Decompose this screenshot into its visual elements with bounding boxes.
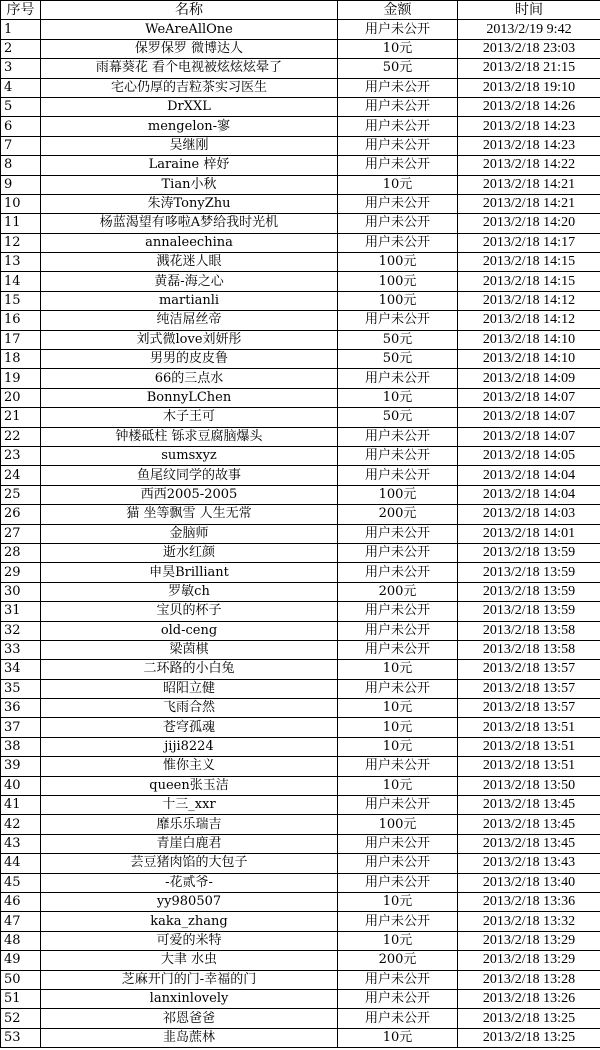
- table-row: [1, 737, 600, 756]
- cell-time[interactable]: 2013/2/18 13:25: [458, 1009, 600, 1028]
- table-row: [1, 970, 600, 989]
- cell-name[interactable]: 梁茵棋: [41, 640, 338, 659]
- cell-name[interactable]: 西西2005-2005: [41, 485, 338, 504]
- table-row: [1, 20, 600, 39]
- table-row: [1, 388, 600, 407]
- cell-amount[interactable]: 10元: [338, 388, 458, 407]
- cell-amount[interactable]: 用户未公开: [338, 194, 458, 213]
- cell-index[interactable]: 40: [1, 776, 41, 795]
- cell-time[interactable]: 2013/2/18 14:26: [458, 97, 600, 116]
- cell-index[interactable]: 33: [1, 640, 41, 659]
- cell-name[interactable]: 芝麻开门的门-幸福的门: [41, 970, 338, 989]
- table-row: [1, 679, 600, 698]
- cell-time[interactable]: 2013/2/18 19:10: [458, 78, 600, 97]
- cell-time[interactable]: 2013/2/18 13:45: [458, 796, 600, 815]
- table-row: [1, 233, 600, 252]
- cell-amount[interactable]: 用户未公开: [338, 524, 458, 543]
- cell-amount[interactable]: 用户未公开: [338, 543, 458, 562]
- cell-name[interactable]: kaka_zhang: [41, 912, 338, 931]
- cell-time[interactable]: 2013/2/18 13:28: [458, 970, 600, 989]
- cell-amount[interactable]: 50元: [338, 330, 458, 349]
- cell-amount[interactable]: 用户未公开: [338, 117, 458, 136]
- cell-amount[interactable]: 10元: [338, 776, 458, 795]
- cell-name[interactable]: Laraine 梓妤: [41, 156, 338, 175]
- cell-index[interactable]: 16: [1, 311, 41, 330]
- cell-index[interactable]: 27: [1, 524, 41, 543]
- cell-name[interactable]: old-ceng: [41, 621, 338, 640]
- cell-name[interactable]: 溅花迷人眼: [41, 253, 338, 272]
- header-time[interactable]: 时间: [458, 1, 600, 20]
- table-row: [1, 602, 600, 621]
- cell-time[interactable]: 2013/2/18 13:32: [458, 912, 600, 931]
- cell-time[interactable]: 2013/2/18 13:29: [458, 951, 600, 970]
- table-row: [1, 892, 600, 911]
- cell-index[interactable]: 53: [1, 1028, 41, 1047]
- cell-amount[interactable]: 用户未公开: [338, 834, 458, 853]
- cell-time[interactable]: 2013/2/18 13:57: [458, 679, 600, 698]
- cell-name[interactable]: 二环路的小白兔: [41, 660, 338, 679]
- table-row: [1, 699, 600, 718]
- cell-amount[interactable]: 用户未公开: [338, 563, 458, 582]
- table-row: [1, 117, 600, 136]
- cell-index[interactable]: 32: [1, 621, 41, 640]
- cell-index[interactable]: 36: [1, 699, 41, 718]
- table-row: [1, 543, 600, 562]
- cell-name[interactable]: sumsxyz: [41, 446, 338, 465]
- cell-name[interactable]: jiji8224: [41, 737, 338, 756]
- cell-index[interactable]: 42: [1, 815, 41, 834]
- cell-index[interactable]: 18: [1, 350, 41, 369]
- cell-time[interactable]: 2013/2/18 14:23: [458, 117, 600, 136]
- cell-name[interactable]: 苍穹孤魂: [41, 718, 338, 737]
- cell-name[interactable]: 申昊Brilliant: [41, 563, 338, 582]
- cell-name[interactable]: annaleechina: [41, 233, 338, 252]
- cell-time[interactable]: 2013/2/18 14:07: [458, 388, 600, 407]
- cell-amount[interactable]: 10元: [338, 1028, 458, 1047]
- cell-time[interactable]: 2013/2/18 23:03: [458, 39, 600, 58]
- cell-amount[interactable]: 用户未公开: [338, 156, 458, 175]
- table-row: [1, 369, 600, 388]
- cell-time[interactable]: 2013/2/18 14:12: [458, 311, 600, 330]
- cell-time[interactable]: 2013/2/18 14:10: [458, 330, 600, 349]
- cell-index[interactable]: 6: [1, 117, 41, 136]
- cell-time[interactable]: 2013/2/18 13:40: [458, 873, 600, 892]
- header-name[interactable]: 名称: [41, 1, 338, 20]
- cell-name[interactable]: martianli: [41, 291, 338, 310]
- cell-index[interactable]: 10: [1, 194, 41, 213]
- cell-index[interactable]: 8: [1, 156, 41, 175]
- cell-name[interactable]: 朱涛TonyZhu: [41, 194, 338, 213]
- table-row: [1, 408, 600, 427]
- cell-time[interactable]: 2013/2/18 13:51: [458, 757, 600, 776]
- cell-amount[interactable]: 用户未公开: [338, 796, 458, 815]
- cell-index[interactable]: 2: [1, 39, 41, 58]
- cell-time[interactable]: 2013/2/18 14:05: [458, 446, 600, 465]
- cell-index[interactable]: 14: [1, 272, 41, 291]
- cell-amount[interactable]: 用户未公开: [338, 466, 458, 485]
- table-row: [1, 156, 600, 175]
- cell-amount[interactable]: 用户未公开: [338, 78, 458, 97]
- cell-time[interactable]: 2013/2/18 13:58: [458, 621, 600, 640]
- cell-name[interactable]: 鱼尾纹同学的故事: [41, 466, 338, 485]
- table-row: [1, 485, 600, 504]
- cell-time[interactable]: 2013/2/18 13:59: [458, 582, 600, 601]
- cell-time[interactable]: 2013/2/18 13:29: [458, 931, 600, 950]
- cell-name[interactable]: -花贰爷-: [41, 873, 338, 892]
- cell-name[interactable]: 钟楼砥柱 铄求豆腐脑爆头: [41, 427, 338, 446]
- cell-index[interactable]: 1: [1, 20, 41, 39]
- cell-index[interactable]: 24: [1, 466, 41, 485]
- cell-amount[interactable]: 用户未公开: [338, 427, 458, 446]
- table-row: [1, 854, 600, 873]
- table-row: [1, 330, 600, 349]
- cell-index[interactable]: 38: [1, 737, 41, 756]
- table-row: [1, 582, 600, 601]
- cell-name[interactable]: 昭阳立健: [41, 679, 338, 698]
- table-row: [1, 834, 600, 853]
- cell-time[interactable]: 2013/2/18 13:25: [458, 1028, 600, 1047]
- cell-name[interactable]: 吴继刚: [41, 136, 338, 155]
- table-row: [1, 175, 600, 194]
- table-row: [1, 291, 600, 310]
- cell-amount[interactable]: 10元: [338, 737, 458, 756]
- header-row: [1, 1, 600, 20]
- table-row: [1, 660, 600, 679]
- cell-amount[interactable]: 用户未公开: [338, 989, 458, 1008]
- cell-time[interactable]: 2013/2/18 13:59: [458, 543, 600, 562]
- cell-index[interactable]: 9: [1, 175, 41, 194]
- header-index[interactable]: 序号: [1, 1, 41, 20]
- cell-index[interactable]: 7: [1, 136, 41, 155]
- cell-index[interactable]: 50: [1, 970, 41, 989]
- cell-name[interactable]: 大聿 水虫: [41, 951, 338, 970]
- cell-time[interactable]: 2013/2/18 14:20: [458, 214, 600, 233]
- cell-index[interactable]: 23: [1, 446, 41, 465]
- cell-index[interactable]: 20: [1, 388, 41, 407]
- cell-index[interactable]: 51: [1, 989, 41, 1008]
- cell-index[interactable]: 15: [1, 291, 41, 310]
- cell-time[interactable]: 2013/2/18 13:57: [458, 660, 600, 679]
- cell-amount[interactable]: 用户未公开: [338, 97, 458, 116]
- table-row: [1, 931, 600, 950]
- cell-amount[interactable]: 10元: [338, 175, 458, 194]
- cell-amount[interactable]: 用户未公开: [338, 602, 458, 621]
- cell-amount[interactable]: 200元: [338, 582, 458, 601]
- cell-name[interactable]: 逝水红颜: [41, 543, 338, 562]
- table-row: [1, 951, 600, 970]
- cell-name[interactable]: 青崖白鹿君: [41, 834, 338, 853]
- cell-index[interactable]: 28: [1, 543, 41, 562]
- cell-amount[interactable]: 用户未公开: [338, 136, 458, 155]
- cell-amount[interactable]: 50元: [338, 408, 458, 427]
- cell-index[interactable]: 39: [1, 757, 41, 776]
- table-row: [1, 640, 600, 659]
- cell-index[interactable]: 12: [1, 233, 41, 252]
- cell-index[interactable]: 46: [1, 892, 41, 911]
- cell-index[interactable]: 52: [1, 1009, 41, 1028]
- cell-time[interactable]: 2013/2/18 14:12: [458, 291, 600, 310]
- cell-amount[interactable]: 100元: [338, 485, 458, 504]
- table-row: [1, 427, 600, 446]
- cell-time[interactable]: 2013/2/18 14:10: [458, 350, 600, 369]
- cell-index[interactable]: 35: [1, 679, 41, 698]
- cell-name[interactable]: 保罗保罗 微博达人: [41, 39, 338, 58]
- cell-index[interactable]: 43: [1, 834, 41, 853]
- cell-time[interactable]: 2013/2/18 13:59: [458, 602, 600, 621]
- cell-amount[interactable]: 用户未公开: [338, 1009, 458, 1028]
- cell-index[interactable]: 30: [1, 582, 41, 601]
- cell-name[interactable]: 雨幕葵花 看个电视被炫炫炫晕了: [41, 59, 338, 78]
- table-row: [1, 796, 600, 815]
- table-row: [1, 873, 600, 892]
- cell-index[interactable]: 29: [1, 563, 41, 582]
- cell-amount[interactable]: 用户未公开: [338, 621, 458, 640]
- table-row: [1, 59, 600, 78]
- cell-index[interactable]: 44: [1, 854, 41, 873]
- table-row: [1, 989, 600, 1008]
- cell-amount[interactable]: 100元: [338, 272, 458, 291]
- cell-time[interactable]: 2013/2/18 14:23: [458, 136, 600, 155]
- cell-time[interactable]: 2013/2/18 14:03: [458, 505, 600, 524]
- cell-index[interactable]: 3: [1, 59, 41, 78]
- cell-time[interactable]: 2013/2/18 14:04: [458, 485, 600, 504]
- cell-name[interactable]: yy980507: [41, 892, 338, 911]
- cell-amount[interactable]: 100元: [338, 815, 458, 834]
- cell-index[interactable]: 11: [1, 214, 41, 233]
- cell-name[interactable]: DrXXL: [41, 97, 338, 116]
- cell-amount[interactable]: 用户未公开: [338, 757, 458, 776]
- cell-name[interactable]: 猫 坐等飘雪 人生无常: [41, 505, 338, 524]
- cell-amount[interactable]: 10元: [338, 39, 458, 58]
- cell-amount[interactable]: 用户未公开: [338, 20, 458, 39]
- cell-name[interactable]: 黄磊-海之心: [41, 272, 338, 291]
- table-row: [1, 1009, 600, 1028]
- cell-time[interactable]: 2013/2/18 13:58: [458, 640, 600, 659]
- cell-time[interactable]: 2013/2/18 13:57: [458, 699, 600, 718]
- table-row: [1, 311, 600, 330]
- cell-name[interactable]: BonnyLChen: [41, 388, 338, 407]
- cell-time[interactable]: 2013/2/18 14:15: [458, 272, 600, 291]
- cell-index[interactable]: 17: [1, 330, 41, 349]
- table-row: [1, 718, 600, 737]
- header-amount[interactable]: 金额: [338, 1, 458, 20]
- cell-name[interactable]: 韭岛蔗林: [41, 1028, 338, 1047]
- cell-index[interactable]: 26: [1, 505, 41, 524]
- cell-amount[interactable]: 用户未公开: [338, 912, 458, 931]
- cell-index[interactable]: 22: [1, 427, 41, 446]
- cell-amount[interactable]: 10元: [338, 699, 458, 718]
- cell-name[interactable]: 可爱的米特: [41, 931, 338, 950]
- cell-time[interactable]: 2013/2/18 14:22: [458, 156, 600, 175]
- cell-time[interactable]: 2013/2/18 13:51: [458, 737, 600, 756]
- cell-amount[interactable]: 用户未公开: [338, 311, 458, 330]
- table-row: [1, 350, 600, 369]
- table-row: [1, 563, 600, 582]
- cell-amount[interactable]: 用户未公开: [338, 369, 458, 388]
- cell-index[interactable]: 45: [1, 873, 41, 892]
- cell-name[interactable]: 男男的皮皮鲁: [41, 350, 338, 369]
- cell-amount[interactable]: 200元: [338, 951, 458, 970]
- cell-name[interactable]: 刘式微love刘妍彤: [41, 330, 338, 349]
- cell-time[interactable]: 2013/2/18 13:59: [458, 563, 600, 582]
- cell-index[interactable]: 4: [1, 78, 41, 97]
- cell-time[interactable]: 2013/2/18 13:43: [458, 854, 600, 873]
- table-row: [1, 1028, 600, 1047]
- cell-name[interactable]: 惟你主义: [41, 757, 338, 776]
- cell-name[interactable]: mengelon-寥: [41, 117, 338, 136]
- cell-amount[interactable]: 100元: [338, 291, 458, 310]
- cell-index[interactable]: 13: [1, 253, 41, 272]
- cell-name[interactable]: 宝贝的杯子: [41, 602, 338, 621]
- table-row: [1, 466, 600, 485]
- cell-amount[interactable]: 100元: [338, 253, 458, 272]
- cell-index[interactable]: 41: [1, 796, 41, 815]
- table-row: [1, 621, 600, 640]
- cell-index[interactable]: 49: [1, 951, 41, 970]
- cell-amount[interactable]: 10元: [338, 718, 458, 737]
- cell-index[interactable]: 19: [1, 369, 41, 388]
- cell-name[interactable]: lanxinlovely: [41, 989, 338, 1008]
- cell-time[interactable]: 2013/2/18 13:51: [458, 718, 600, 737]
- cell-name[interactable]: 飞雨合然: [41, 699, 338, 718]
- cell-time[interactable]: 2013/2/18 14:17: [458, 233, 600, 252]
- cell-time[interactable]: 2013/2/18 14:07: [458, 408, 600, 427]
- table-row: [1, 776, 600, 795]
- table-row: [1, 194, 600, 213]
- cell-amount[interactable]: 用户未公开: [338, 854, 458, 873]
- cell-time[interactable]: 2013/2/18 13:45: [458, 815, 600, 834]
- cell-time[interactable]: 2013/2/18 13:36: [458, 892, 600, 911]
- cell-amount[interactable]: 10元: [338, 892, 458, 911]
- cell-index[interactable]: 25: [1, 485, 41, 504]
- cell-amount[interactable]: 10元: [338, 660, 458, 679]
- table-row: [1, 214, 600, 233]
- cell-amount[interactable]: 50元: [338, 59, 458, 78]
- cell-index[interactable]: 37: [1, 718, 41, 737]
- cell-time[interactable]: 2013/2/18 14:21: [458, 194, 600, 213]
- cell-time[interactable]: 2013/2/18 13:45: [458, 834, 600, 853]
- cell-time[interactable]: 2013/2/18 14:15: [458, 253, 600, 272]
- cell-index[interactable]: 21: [1, 408, 41, 427]
- cell-index[interactable]: 31: [1, 602, 41, 621]
- cell-name[interactable]: 十三_xxr: [41, 796, 338, 815]
- cell-name[interactable]: 靡乐乐瑞吉: [41, 815, 338, 834]
- table-row: [1, 505, 600, 524]
- cell-time[interactable]: 2013/2/18 14:09: [458, 369, 600, 388]
- table-row: [1, 757, 600, 776]
- cell-name[interactable]: 纯洁屌丝帝: [41, 311, 338, 330]
- cell-name[interactable]: queen张玉洁: [41, 776, 338, 795]
- cell-amount[interactable]: 用户未公开: [338, 233, 458, 252]
- cell-amount[interactable]: 50元: [338, 350, 458, 369]
- cell-index[interactable]: 5: [1, 97, 41, 116]
- cell-time[interactable]: 2013/2/18 14:04: [458, 466, 600, 485]
- cell-name[interactable]: 罗敏ch: [41, 582, 338, 601]
- cell-name[interactable]: WeAreAllOne: [41, 20, 338, 39]
- cell-name[interactable]: 宅心仍厚的吉粒茶实习医生: [41, 78, 338, 97]
- cell-name[interactable]: 66的三点水: [41, 369, 338, 388]
- cell-time[interactable]: 2013/2/19 9:42: [458, 20, 600, 39]
- cell-amount[interactable]: 用户未公开: [338, 679, 458, 698]
- cell-index[interactable]: 34: [1, 660, 41, 679]
- cell-index[interactable]: 47: [1, 912, 41, 931]
- cell-time[interactable]: 2013/2/18 21:15: [458, 59, 600, 78]
- cell-name[interactable]: 金脑师: [41, 524, 338, 543]
- cell-name[interactable]: 芸豆猪肉馅的大包子: [41, 854, 338, 873]
- table-row: [1, 253, 600, 272]
- cell-amount[interactable]: 200元: [338, 505, 458, 524]
- cell-time[interactable]: 2013/2/18 14:21: [458, 175, 600, 194]
- table-row: [1, 78, 600, 97]
- table-row: [1, 912, 600, 931]
- cell-name[interactable]: 祁恩爸爸: [41, 1009, 338, 1028]
- cell-name[interactable]: 木子王可: [41, 408, 338, 427]
- cell-amount[interactable]: 用户未公开: [338, 214, 458, 233]
- cell-time[interactable]: 2013/2/18 14:01: [458, 524, 600, 543]
- cell-amount[interactable]: 10元: [338, 931, 458, 950]
- table-row: [1, 815, 600, 834]
- cell-index[interactable]: 48: [1, 931, 41, 950]
- cell-amount[interactable]: 用户未公开: [338, 446, 458, 465]
- table-row: [1, 97, 600, 116]
- cell-name[interactable]: 杨蓝渴望有哆啦A梦给我时光机: [41, 214, 338, 233]
- cell-time[interactable]: 2013/2/18 14:07: [458, 427, 600, 446]
- cell-name[interactable]: Tian小秋: [41, 175, 338, 194]
- cell-time[interactable]: 2013/2/18 13:26: [458, 989, 600, 1008]
- table-row: [1, 272, 600, 291]
- table-row: [1, 524, 600, 543]
- cell-time[interactable]: 2013/2/18 13:50: [458, 776, 600, 795]
- table-body: [1, 20, 600, 1048]
- table-row: [1, 39, 600, 58]
- cell-amount[interactable]: 用户未公开: [338, 873, 458, 892]
- table-row: [1, 446, 600, 465]
- cell-amount[interactable]: 用户未公开: [338, 970, 458, 989]
- table-row: [1, 136, 600, 155]
- cell-amount[interactable]: 用户未公开: [338, 640, 458, 659]
